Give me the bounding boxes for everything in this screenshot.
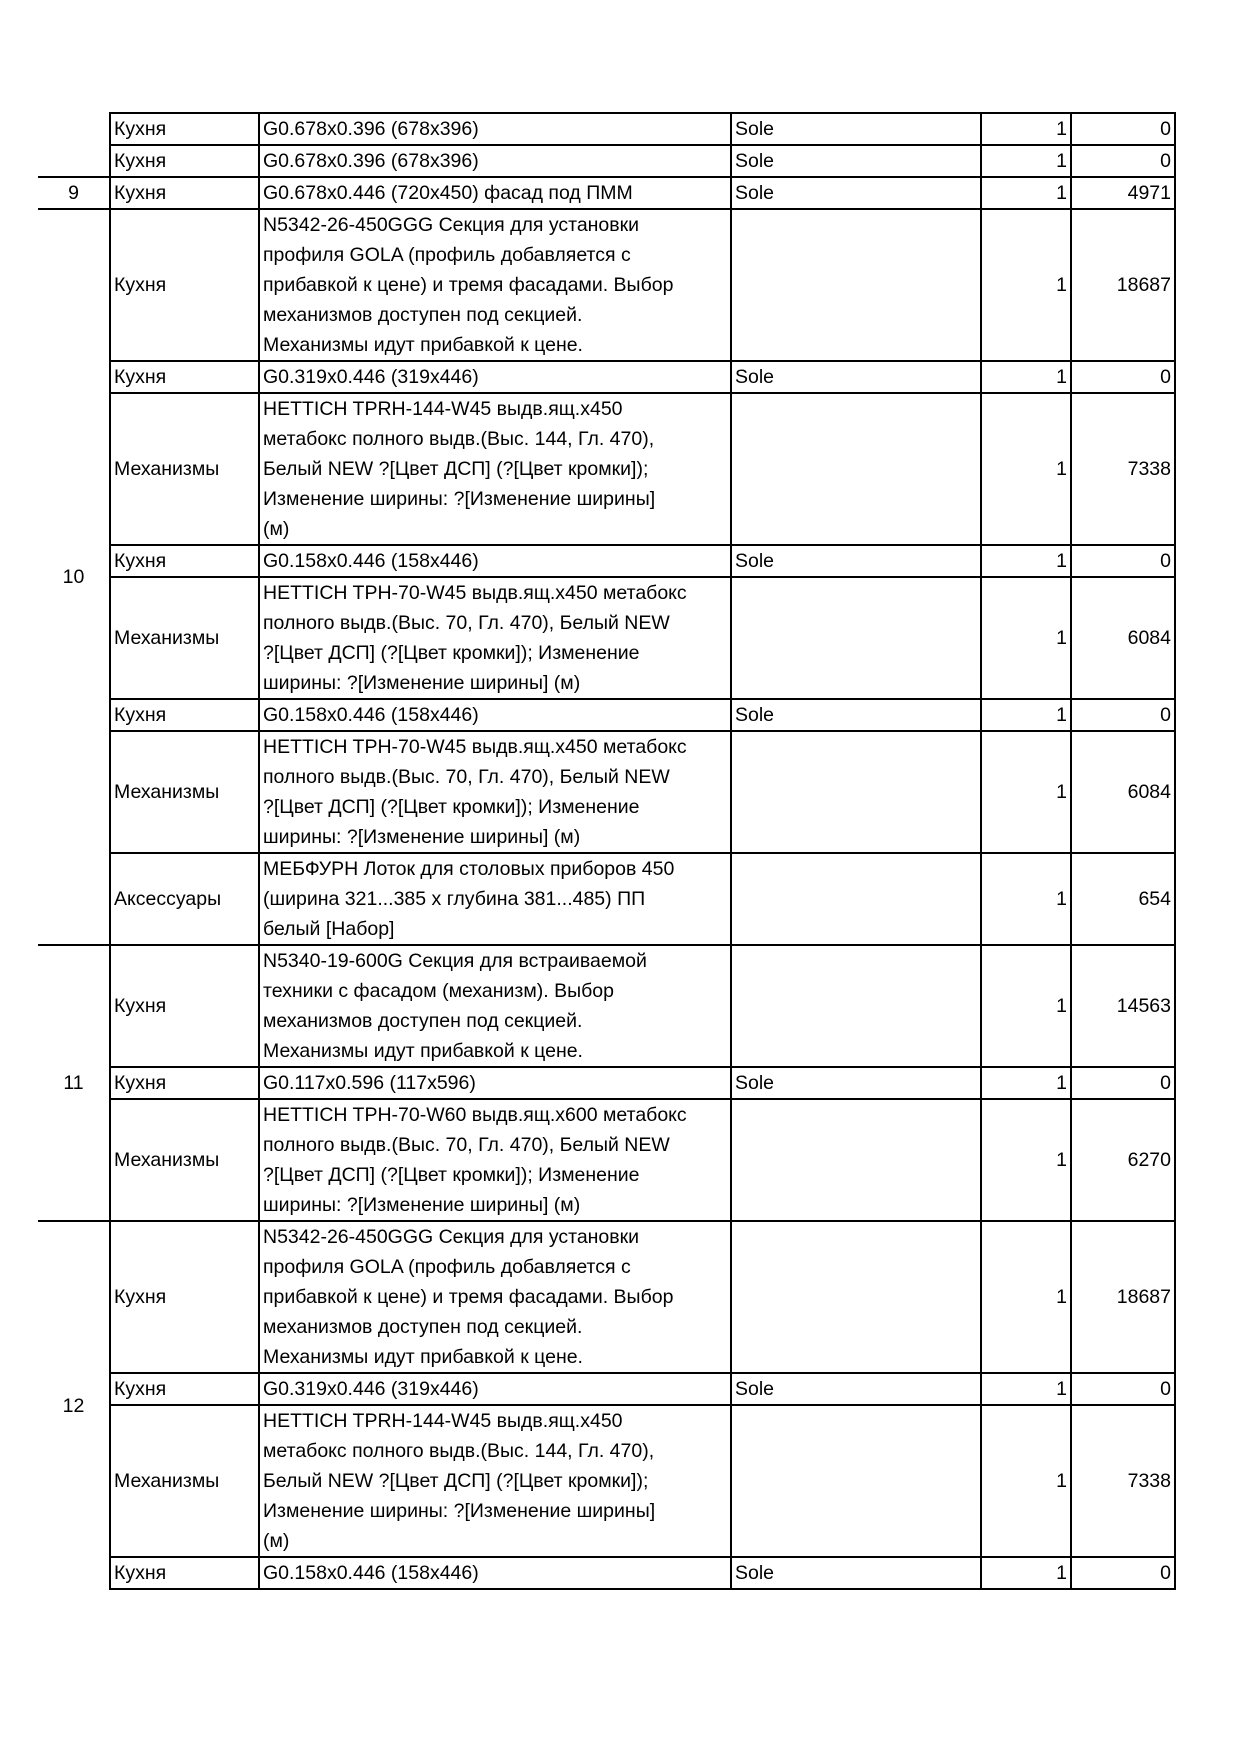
name-cell: G0.319x0.446 (319x446) <box>259 1373 731 1405</box>
material-cell: Sole <box>731 1373 981 1405</box>
category-cell: Аксессуары <box>110 853 259 945</box>
table-row <box>38 393 1175 545</box>
price-cell: 0 <box>1071 113 1175 145</box>
material-cell <box>731 731 981 853</box>
position-number-cell: 10 <box>38 209 110 945</box>
price-cell: 6084 <box>1071 731 1175 853</box>
category-cell: Механизмы <box>110 577 259 699</box>
quantity-cell: 1 <box>981 1099 1071 1221</box>
quantity-cell: 1 <box>981 1405 1071 1557</box>
position-number-cell: 11 <box>38 945 110 1221</box>
material-cell <box>731 209 981 361</box>
price-cell: 4971 <box>1071 177 1175 209</box>
category-cell: Кухня <box>110 145 259 177</box>
table-row <box>38 545 1175 577</box>
name-cell: МЕБФУРН Лоток для столовых приборов 450 (ширина 321...385 х глубина 381...485) ПП белый [Набор] <box>259 853 731 945</box>
name-cell: HETTICH TPH-70-W45 выдв.ящ.x450 метабокс полного выдв.(Выс. 70, Гл. 470), Белый NEW ?[Цвет ДСП] (?[Цвет кромки]); Изменение ширины: ?[Изменение ширины] (м) <box>259 731 731 853</box>
table-row <box>38 731 1175 853</box>
name-cell: HETTICH TPH-70-W60 выдв.ящ.x600 метабокс полного выдв.(Выс. 70, Гл. 470), Белый NEW ?[Цвет ДСП] (?[Цвет кромки]); Изменение ширины: ?[Изменение ширины] (м) <box>259 1099 731 1221</box>
table-row <box>38 945 1175 1067</box>
name-cell: HETTICH TPH-70-W45 выдв.ящ.x450 метабокс полного выдв.(Выс. 70, Гл. 470), Белый NEW ?[Цвет ДСП] (?[Цвет кромки]); Изменение ширины: ?[Изменение ширины] (м) <box>259 577 731 699</box>
material-cell <box>731 1099 981 1221</box>
name-cell: G0.319x0.446 (319x446) <box>259 361 731 393</box>
price-cell: 0 <box>1071 1557 1175 1589</box>
category-cell: Кухня <box>110 945 259 1067</box>
quantity-cell: 1 <box>981 545 1071 577</box>
price-cell: 7338 <box>1071 1405 1175 1557</box>
price-cell: 18687 <box>1071 209 1175 361</box>
quantity-cell: 1 <box>981 1373 1071 1405</box>
price-cell: 0 <box>1071 699 1175 731</box>
table-row <box>38 853 1175 945</box>
price-cell: 18687 <box>1071 1221 1175 1373</box>
table-row <box>38 1373 1175 1405</box>
name-cell: G0.678x0.396 (678x396) <box>259 145 731 177</box>
name-cell: N5342-26-450GGG Секция для установки профиля GOLA (профиль добавляется с прибавкой к цене) и тремя фасадами. Выбор механизмов доступен под секцией. Механизмы идут прибавкой к цене. <box>259 1221 731 1373</box>
name-cell: HETTICH TPRH-144-W45 выдв.ящ.x450 метабокс полного выдв.(Выс. 144, Гл. 470), Белый NEW ?[Цвет ДСП] (?[Цвет кромки]); Изменение ширины: ?[Изменение ширины] (м) <box>259 1405 731 1557</box>
quantity-cell: 1 <box>981 145 1071 177</box>
quantity-cell: 1 <box>981 699 1071 731</box>
quantity-cell: 1 <box>981 1221 1071 1373</box>
price-cell: 0 <box>1071 1067 1175 1099</box>
table-body <box>38 113 1175 1589</box>
position-number-cell <box>38 113 110 177</box>
category-cell: Механизмы <box>110 731 259 853</box>
category-cell: Механизмы <box>110 1099 259 1221</box>
quantity-cell: 1 <box>981 577 1071 699</box>
price-cell: 0 <box>1071 145 1175 177</box>
quantity-cell: 1 <box>981 853 1071 945</box>
quantity-cell: 1 <box>981 1067 1071 1099</box>
quantity-cell: 1 <box>981 177 1071 209</box>
table-row <box>38 1099 1175 1221</box>
table-row <box>38 1405 1175 1557</box>
quantity-cell: 1 <box>981 209 1071 361</box>
name-cell: N5342-26-450GGG Секция для установки профиля GOLA (профиль добавляется с прибавкой к цене) и тремя фасадами. Выбор механизмов доступен под секцией. Механизмы идут прибавкой к цене. <box>259 209 731 361</box>
category-cell: Кухня <box>110 361 259 393</box>
material-cell: Sole <box>731 361 981 393</box>
category-cell: Кухня <box>110 1067 259 1099</box>
table-row <box>38 177 1175 209</box>
category-cell: Кухня <box>110 1373 259 1405</box>
table-row <box>38 577 1175 699</box>
table-row <box>38 1067 1175 1099</box>
price-cell: 6084 <box>1071 577 1175 699</box>
category-cell: Кухня <box>110 113 259 145</box>
category-cell: Кухня <box>110 209 259 361</box>
category-cell: Кухня <box>110 177 259 209</box>
category-cell: Механизмы <box>110 1405 259 1557</box>
category-cell: Кухня <box>110 545 259 577</box>
table-row <box>38 113 1175 145</box>
material-cell <box>731 393 981 545</box>
specification-table <box>38 112 1176 1590</box>
price-cell: 6270 <box>1071 1099 1175 1221</box>
table-row <box>38 699 1175 731</box>
position-number-cell: 9 <box>38 177 110 209</box>
material-cell: Sole <box>731 699 981 731</box>
quantity-cell: 1 <box>981 945 1071 1067</box>
quantity-cell: 1 <box>981 361 1071 393</box>
price-cell: 7338 <box>1071 393 1175 545</box>
position-number-cell: 12 <box>38 1221 110 1589</box>
category-cell: Кухня <box>110 699 259 731</box>
name-cell: G0.678x0.446 (720x450) фасад под ПММ <box>259 177 731 209</box>
table-row <box>38 145 1175 177</box>
name-cell: N5340-19-600G Секция для встраиваемой техники с фасадом (механизм). Выбор механизмов доступен под секцией. Механизмы идут прибавкой к цене. <box>259 945 731 1067</box>
price-cell: 654 <box>1071 853 1175 945</box>
table-row <box>38 361 1175 393</box>
material-cell: Sole <box>731 145 981 177</box>
quantity-cell: 1 <box>981 1557 1071 1589</box>
material-cell: Sole <box>731 1067 981 1099</box>
name-cell: HETTICH TPRH-144-W45 выдв.ящ.x450 метабокс полного выдв.(Выс. 144, Гл. 470), Белый NEW ?[Цвет ДСП] (?[Цвет кромки]); Изменение ширины: ?[Изменение ширины] (м) <box>259 393 731 545</box>
category-cell: Кухня <box>110 1557 259 1589</box>
table-row <box>38 209 1175 361</box>
price-cell: 0 <box>1071 545 1175 577</box>
material-cell <box>731 853 981 945</box>
name-cell: G0.158x0.446 (158x446) <box>259 545 731 577</box>
material-cell: Sole <box>731 113 981 145</box>
name-cell: G0.117x0.596 (117x596) <box>259 1067 731 1099</box>
table-row <box>38 1557 1175 1589</box>
name-cell: G0.678x0.396 (678x396) <box>259 113 731 145</box>
name-cell: G0.158x0.446 (158x446) <box>259 699 731 731</box>
material-cell <box>731 1405 981 1557</box>
name-cell: G0.158x0.446 (158x446) <box>259 1557 731 1589</box>
material-cell: Sole <box>731 177 981 209</box>
quantity-cell: 1 <box>981 113 1071 145</box>
material-cell <box>731 1221 981 1373</box>
material-cell <box>731 945 981 1067</box>
category-cell: Механизмы <box>110 393 259 545</box>
quantity-cell: 1 <box>981 731 1071 853</box>
price-cell: 14563 <box>1071 945 1175 1067</box>
price-cell: 0 <box>1071 1373 1175 1405</box>
price-cell: 0 <box>1071 361 1175 393</box>
material-cell: Sole <box>731 545 981 577</box>
table-row <box>38 1221 1175 1373</box>
material-cell <box>731 577 981 699</box>
category-cell: Кухня <box>110 1221 259 1373</box>
material-cell: Sole <box>731 1557 981 1589</box>
quantity-cell: 1 <box>981 393 1071 545</box>
